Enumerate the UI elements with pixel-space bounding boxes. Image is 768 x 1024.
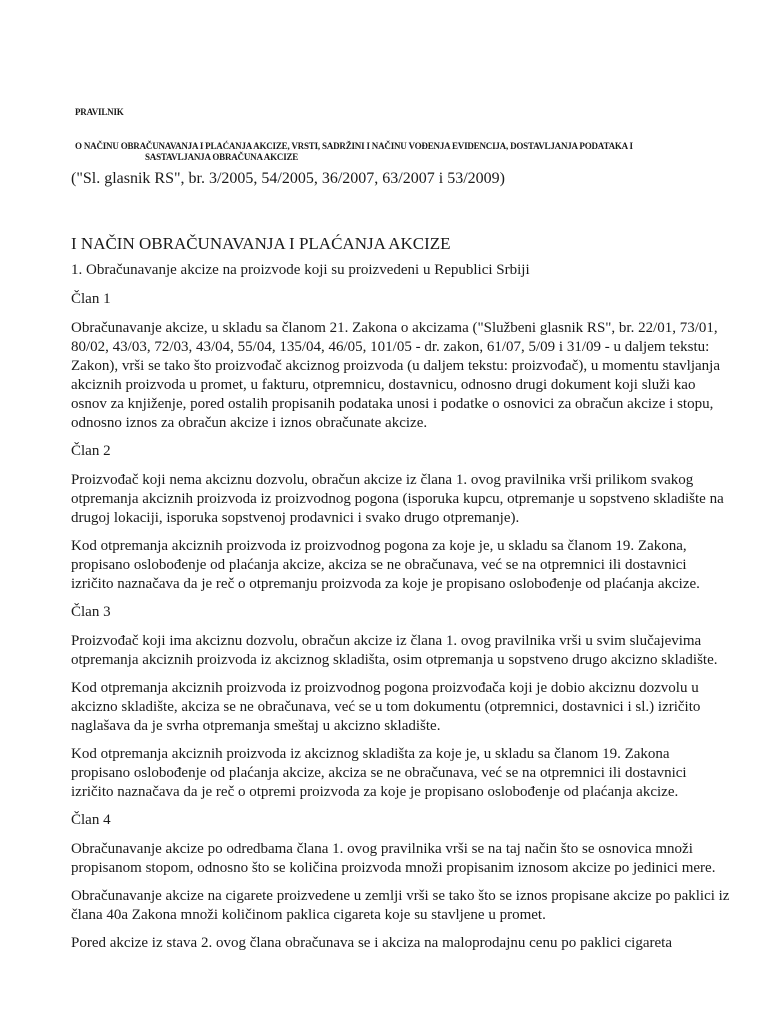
article-3-label: Član 3 <box>71 604 111 620</box>
article-1-paragraph-1: Obračunavanje akcize, u skladu sa članom 21. Zakona o akcizama ("Službeni glasnik RS", br. 22/01, 73/01, 80/02, 43/03, 72/03, 43/04, 55/04, 135/04, 46/05, 101/05 - dr. zakon, 61/07, 5/09 i 31/09 - u daljem tekstu: Zakon), vrši se tako što proizvođač akciznog proizvoda (u daljem tekstu: proizvođač), u momentu stavljanja akciznih proizvoda u promet, u fakturu, otpremnicu, dostavnicu, odnosno drugi dokument koji služi kao osnov za knjiženje, pored ostalih propisanih podataka unosi i podatke o osnovici za obračun akcize i stopu, odnosno iznos za obračun akcize i iznos obračunate akcize. <box>71 320 720 431</box>
document-title-line-1: O NAČINU OBRAČUNAVANJA I PLAĆANJA AKCIZE, VRSTI, SADRŽINI I NAČINU VOĐENJA EVIDENCIJA, DOSTAVLJANJA PODATAKA I <box>75 141 633 151</box>
document-title <box>75 141 715 163</box>
document-type-label: PRAVILNIK <box>75 107 124 117</box>
document-body <box>71 234 731 962</box>
article-4-paragraph-2: Obračunavanje akcize na cigarete proizvedene u zemlji vrši se tako što se iznos propisane akcize po paklici iz člana 40a Zakona množi količinom paklica cigareta koje su stavljene u promet. <box>71 888 730 923</box>
subsection-heading: 1. Obračunavanje akcize na proizvode koji su proizvedeni u Republici Srbiji <box>71 262 530 278</box>
article-4-paragraph-3: Pored akcize iz stava 2. ovog člana obračunava se i akciza na maloprodajnu cenu po paklici cigareta <box>71 935 672 951</box>
article-4-paragraph-1: Obračunavanje akcize po odredbama člana 1. ovog pravilnika vrši se na taj način što se osnovica množi propisanom stopom, odnosno što se količina proizvoda množi propisanim iznosom akcize po jedinici mere. <box>71 841 716 876</box>
article-2-label: Član 2 <box>71 443 111 459</box>
article-3-paragraph-3: Kod otpremanja akciznih proizvoda iz akciznog skladišta za koje je, u skladu sa članom 19. Zakona propisano oslobođenje od plaćanja akcize, akciza se ne obračunava, već se na otpremnici ili dostavnici izričito naznačava da je reč o otpremi proizvoda za koje je propisano oslobođenje od plaćanja akcize. <box>71 746 687 800</box>
article-3-paragraph-2: Kod otpremanja akciznih proizvoda iz proizvodnog pogona proizvođača koji je dobio akciznu dozvolu u akcizno skladište, akciza se ne obračunava, već se u tom dokumentu (otpremnici, dostavnici i sl.) izričito naglašava da je svrha otpremanja smeštaj u akcizno skladište. <box>71 680 701 734</box>
gazette-reference: ("Sl. glasnik RS", br. 3/2005, 54/2005, 36/2007, 63/2007 i 53/2009) <box>71 170 505 187</box>
section-heading: I NAČIN OBRAČUNAVANJA I PLAĆANJA AKCIZE <box>71 234 451 253</box>
document-title-line-2: SASTAVLJANJA OBRAČUNA AKCIZE <box>145 152 299 162</box>
article-2-paragraph-1: Proizvođač koji nema akciznu dozvolu, obračun akcize iz člana 1. ovog pravilnika vrši prilikom svakog otpremanja akciznih proizvoda iz proizvodnog pogona (isporuka kupcu, otpremanje u sopstveno skladište na drugoj lokaciji, isporuka sopstvenoj prodavnici i svako drugo otpremanje). <box>71 472 724 526</box>
article-1-label: Član 1 <box>71 291 111 307</box>
article-3-paragraph-1: Proizvođač koji ima akciznu dozvolu, obračun akcize iz člana 1. ovog pravilnika vrši u svim slučajevima otpremanja akciznih proizvoda iz akciznog skladišta, osim otpremanja u sopstveno drugo akcizno skladište. <box>71 633 718 668</box>
article-4-label: Član 4 <box>71 812 111 828</box>
article-2-paragraph-2: Kod otpremanja akciznih proizvoda iz proizvodnog pogona za koje je, u skladu sa članom 19. Zakona, propisano oslobođenje od plaćanja akcize, akciza se ne obračunava, već se na otpremnici ili dostavnici izričito naznačava da je reč o otpremanju proizvoda za koje je propisano oslobođenje od plaćanja akcize. <box>71 538 700 592</box>
